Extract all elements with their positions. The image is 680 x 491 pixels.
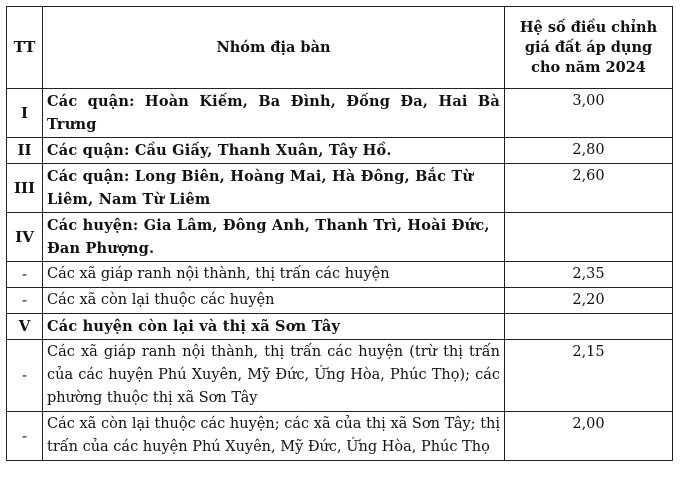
row-tt: III — [7, 164, 43, 213]
row-tt: - — [7, 288, 43, 314]
row-value: 2,15 — [505, 340, 673, 412]
table-header-row — [7, 7, 673, 89]
row-name: Các quận: Cầu Giấy, Thanh Xuân, Tây Hồ. — [43, 138, 505, 164]
row-tt: - — [7, 262, 43, 288]
table-row — [7, 314, 673, 340]
row-tt: V — [7, 314, 43, 340]
row-tt: I — [7, 89, 43, 138]
row-name: Các xã giáp ranh nội thành, thị trấn các huyện (trừ thị trấn của các huyện Phú Xuyên, Mỹ Đức, Ứng Hòa, Phúc Thọ); các phường thuộc thị xã Sơn Tây — [43, 340, 505, 412]
table-row — [7, 213, 673, 262]
row-tt: - — [7, 412, 43, 461]
row-value: 3,00 — [505, 89, 673, 138]
row-value: 2,00 — [505, 412, 673, 461]
header-tt: TT — [7, 7, 43, 89]
table-row — [7, 288, 673, 314]
table-row — [7, 262, 673, 288]
row-name: Các xã còn lại thuộc các huyện; các xã của thị xã Sơn Tây; thị trấn của các huyện Phú Xuyên, Mỹ Đức, Ứng Hòa, Phúc Thọ — [43, 412, 505, 461]
row-name: Các huyện: Gia Lâm, Đông Anh, Thanh Trì, Hoài Đức, Đan Phượng. — [43, 213, 505, 262]
row-value: 2,20 — [505, 288, 673, 314]
header-group: Nhóm địa bàn — [43, 7, 505, 89]
row-value: 2,60 — [505, 164, 673, 213]
table-row — [7, 138, 673, 164]
row-name: Các huyện còn lại và thị xã Sơn Tây — [43, 314, 505, 340]
row-tt: IV — [7, 213, 43, 262]
row-value — [505, 314, 673, 340]
table-row — [7, 89, 673, 138]
row-name: Các quận: Hoàn Kiếm, Ba Đình, Đống Đa, Hai Bà Trưng — [43, 89, 505, 138]
row-tt: - — [7, 340, 43, 412]
row-name: Các xã giáp ranh nội thành, thị trấn các huyện — [43, 262, 505, 288]
row-tt: II — [7, 138, 43, 164]
header-coefficient: Hệ số điều chỉnh giá đất áp dụng cho năm 2024 — [505, 7, 673, 89]
row-value: 2,35 — [505, 262, 673, 288]
table-row — [7, 412, 673, 461]
land-price-coefficient-table — [6, 6, 673, 461]
table-row — [7, 340, 673, 412]
row-value: 2,80 — [505, 138, 673, 164]
row-name: Các xã còn lại thuộc các huyện — [43, 288, 505, 314]
row-value — [505, 213, 673, 262]
table-row — [7, 164, 673, 213]
document-page — [6, 6, 673, 461]
row-name: Các quận: Long Biên, Hoàng Mai, Hà Đông, Bắc Từ Liêm, Nam Từ Liêm — [43, 164, 505, 213]
